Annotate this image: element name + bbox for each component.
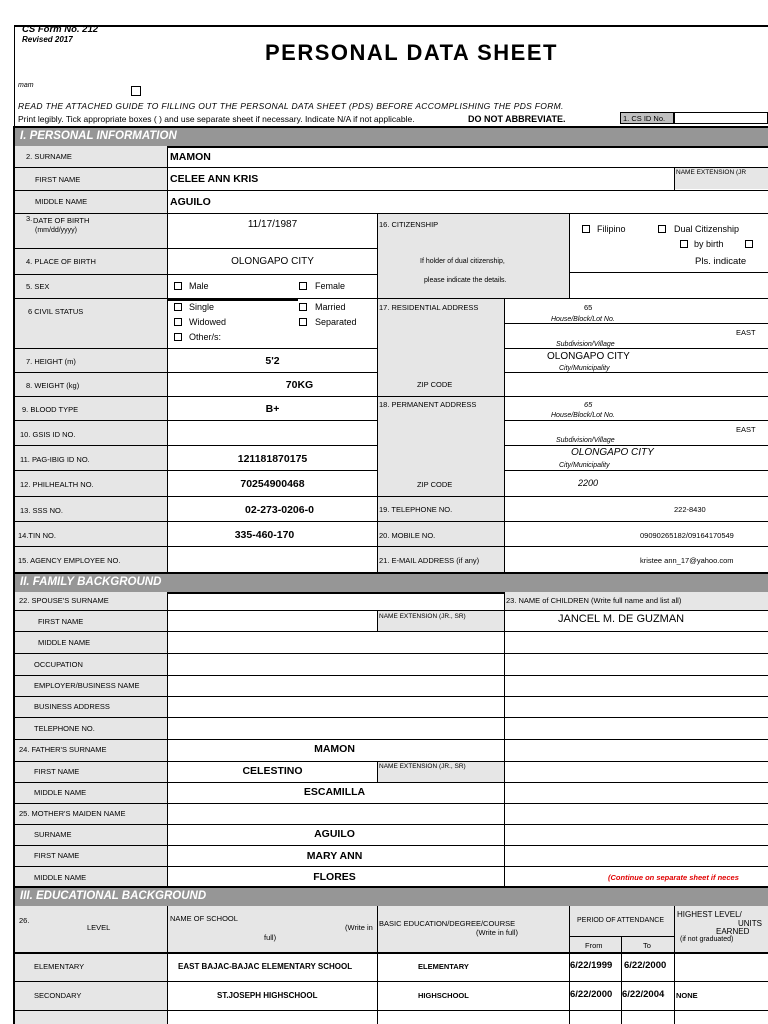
- cs-id-label: 1. CS ID No.: [623, 114, 666, 123]
- married-option: Married: [315, 302, 346, 312]
- family-label-column: [14, 592, 167, 888]
- education-course[interactable]: ELEMENTARY: [418, 962, 469, 971]
- agency-employee-label: 15. AGENCY EMPLOYEE NO.: [18, 556, 121, 565]
- level-header: LEVEL: [87, 923, 111, 932]
- do-not-abbreviate: DO NOT ABBREVIATE.: [468, 114, 566, 124]
- highest-level-header-3: EARNED: [716, 927, 750, 936]
- row-line: [14, 348, 377, 349]
- spouse-middle-name-label: MIDDLE NAME: [38, 638, 91, 647]
- row-line: [504, 420, 768, 421]
- female-option: Female: [315, 281, 346, 291]
- dob-number: 3.: [26, 214, 33, 223]
- blood-type-label: 9. BLOOD TYPE: [22, 405, 79, 414]
- children-label: 23. NAME of CHILDREN (Write full name and list all): [506, 596, 682, 605]
- row-line: [14, 803, 768, 804]
- col-line: [621, 936, 622, 1024]
- row-line: [14, 981, 768, 982]
- cs-id-field[interactable]: [674, 112, 768, 124]
- row-line: [504, 348, 768, 349]
- row-line: [504, 445, 768, 446]
- row-line: [14, 248, 377, 249]
- page-title: PERSONAL DATA SHEET: [265, 40, 558, 65]
- mother-maiden-label: 25. MOTHER'S MAIDEN NAME: [19, 809, 126, 818]
- education-from[interactable]: 6/22/2000: [570, 989, 613, 1000]
- separated-checkbox[interactable]: [299, 318, 307, 326]
- father-middle-name-label: MIDDLE NAME: [34, 788, 87, 797]
- first-name-value[interactable]: CELEE ANN KRIS: [170, 173, 259, 185]
- mother-surname-value[interactable]: AGUILO: [314, 828, 355, 840]
- row-line: [14, 824, 768, 825]
- course-header: BASIC EDUCATION/DEGREE/COURSE: [379, 919, 516, 928]
- education-school[interactable]: ST.JOSEPH HIGHSCHOOL: [217, 991, 318, 1000]
- row-line: [14, 470, 377, 471]
- others-checkbox[interactable]: [174, 333, 182, 341]
- highest-level-header-2: UNITS: [738, 919, 762, 928]
- row-line: [14, 717, 768, 718]
- filipino-option: Filipino: [597, 224, 626, 234]
- email-value[interactable]: kristee ann_17@yahoo.com: [640, 556, 734, 565]
- weight-value[interactable]: 70KG: [285, 379, 314, 391]
- row-line: [14, 739, 768, 740]
- row-line: [14, 675, 768, 676]
- row-line: [14, 445, 377, 446]
- spouse-first-name-label: FIRST NAME: [38, 617, 84, 626]
- education-to[interactable]: 6/22/2000: [624, 960, 667, 971]
- dual-note-1: If holder of dual citizenship,: [420, 258, 505, 265]
- row-line: [14, 952, 768, 954]
- mobile-label: 20. MOBILE NO.: [379, 531, 436, 540]
- tick-checkbox[interactable]: [131, 86, 141, 96]
- row-line: [14, 521, 768, 522]
- naturalization-checkbox[interactable]: [745, 240, 753, 248]
- middle-name-value[interactable]: AGUILO: [170, 196, 211, 208]
- row-line: [14, 696, 768, 697]
- row-line: [14, 496, 768, 497]
- residential-house-value[interactable]: 65: [584, 303, 593, 312]
- top-border: [14, 25, 768, 27]
- civil-status-label: 6 CIVIL STATUS: [28, 307, 84, 316]
- permanent-zip-label: ZIP CODE: [417, 480, 453, 489]
- dob-value[interactable]: 11/17/1987: [247, 219, 298, 230]
- row-line: [14, 653, 768, 654]
- row-line: [14, 610, 768, 611]
- city-caption: City/Municipality: [559, 365, 610, 372]
- house-lot-caption: House/Block/Lot No.: [551, 316, 615, 323]
- col-line: [377, 610, 378, 631]
- header-left-border: [14, 25, 15, 126]
- dob-format: (mm/dd/yyyy): [35, 227, 77, 234]
- separated-option: Separated: [315, 317, 357, 327]
- row-line: [14, 396, 768, 397]
- residential-street-value[interactable]: EAST: [736, 328, 756, 337]
- revision-date: Revised 2017: [22, 35, 73, 44]
- education-to[interactable]: 6/22/2004: [622, 989, 665, 1000]
- row-line: [14, 213, 768, 214]
- widowed-option: Widowed: [189, 317, 227, 327]
- tin-label: 14.TIN NO.: [18, 531, 56, 540]
- middle-name-label: MIDDLE NAME: [35, 197, 88, 206]
- section-family-background: II. FAMILY BACKGROUND: [14, 572, 768, 594]
- others-option: Other/s:: [189, 332, 222, 342]
- col-line: [377, 906, 378, 1024]
- child-name-1[interactable]: JANCEL M. DE GUZMAN: [558, 613, 685, 625]
- father-first-name-label: FIRST NAME: [34, 767, 80, 776]
- education-school[interactable]: EAST BAJAC-BAJAC ELEMENTARY SCHOOL: [178, 962, 353, 971]
- highest-level-header-4: (if not graduated): [680, 936, 734, 943]
- mother-surname-label: SURNAME: [34, 830, 72, 839]
- male-option: Male: [189, 281, 209, 291]
- row-line: [504, 470, 768, 471]
- spouse-name-ext-label: NAME EXTENSION (JR., SR): [379, 613, 466, 620]
- course-write-in: (Write in full): [476, 928, 518, 937]
- sss-value[interactable]: 02-273-0206-0: [245, 504, 314, 516]
- by-birth-option: by birth: [694, 239, 724, 249]
- row-line: [14, 372, 377, 373]
- row-line: [14, 631, 768, 632]
- col-line: [167, 906, 168, 1024]
- married-checkbox[interactable]: [299, 303, 307, 311]
- residential-city-value[interactable]: OLONGAPO CITY: [547, 351, 630, 362]
- permanent-address-label: 18. PERMANENT ADDRESS: [379, 400, 477, 409]
- residential-address-label: 17. RESIDENTIAL ADDRESS: [379, 303, 479, 312]
- father-surname-value[interactable]: MAMON: [314, 743, 355, 755]
- section-educational-background: III. EDUCATIONAL BACKGROUND: [14, 886, 768, 908]
- col-line: [674, 906, 675, 1024]
- school-write-in: (Write in: [345, 923, 373, 932]
- father-middle-name-value[interactable]: ESCAMILLA: [303, 786, 366, 798]
- name-extension-label: NAME EXTENSION (JR: [676, 169, 747, 176]
- sex-label: 5. SEX: [26, 282, 50, 291]
- row-line: [14, 1010, 768, 1011]
- col-line: [377, 761, 378, 782]
- col-line: [167, 592, 168, 888]
- row-line: [14, 274, 377, 275]
- mother-first-name-label: FIRST NAME: [34, 851, 80, 860]
- mother-first-name-value[interactable]: MARY ANN: [306, 850, 363, 862]
- father-surname-label: 24. FATHER'S SURNAME: [19, 745, 107, 754]
- education-number: 26.: [19, 916, 30, 925]
- blood-type-value[interactable]: B+: [265, 403, 280, 415]
- first-name-label: FIRST NAME: [35, 175, 81, 184]
- row-line: [14, 420, 377, 421]
- dob-label: DATE OF BIRTH: [33, 216, 90, 225]
- telephone-value[interactable]: 222-8430: [674, 505, 706, 514]
- row-line: [14, 866, 768, 867]
- sex-underline: [168, 299, 298, 301]
- permanent-street-value[interactable]: EAST: [736, 425, 756, 434]
- sss-label: 13. SSS NO.: [20, 506, 63, 515]
- school-full: full): [264, 933, 277, 942]
- education-level: ELEMENTARY: [34, 962, 85, 971]
- note-text: mam: [18, 82, 34, 89]
- house-lot-caption-2: House/Block/Lot No.: [551, 412, 615, 419]
- place-of-birth-value[interactable]: OLONGAPO CITY: [231, 256, 314, 267]
- instruction-line: READ THE ATTACHED GUIDE TO FILLING OUT THE PERSONAL DATA SHEET (PDS) BEFORE ACCOMPLISHING THE PDS FORM.: [18, 101, 564, 111]
- dual-citizenship-option: Dual Citizenship: [674, 224, 740, 234]
- widowed-checkbox[interactable]: [174, 318, 182, 326]
- col-line: [504, 298, 505, 572]
- col-line: [504, 592, 505, 888]
- by-birth-checkbox[interactable]: [680, 240, 688, 248]
- form-number: CS Form No. 212: [22, 24, 99, 35]
- permanent-house-value[interactable]: 65: [584, 400, 593, 409]
- father-first-name-value[interactable]: CELESTINO: [242, 765, 303, 777]
- city-caption-2: City/Municipality: [559, 462, 610, 469]
- left-border: [13, 126, 15, 1024]
- row-line: [14, 845, 768, 846]
- education-header-bg: [14, 906, 768, 953]
- row-line: [14, 190, 768, 191]
- pagibig-value[interactable]: 121181870175: [237, 453, 308, 465]
- occupation-label: OCCUPATION: [34, 660, 83, 669]
- father-name-ext-label: NAME EXTENSION (JR., SR): [379, 763, 466, 770]
- education-highest[interactable]: NONE: [676, 991, 698, 1000]
- philhealth-label: 12. PHILHEALTH NO.: [20, 480, 94, 489]
- from-header: From: [585, 941, 603, 950]
- filipino-checkbox[interactable]: [582, 225, 590, 233]
- spouse-surname-label: 22. SPOUSE'S SURNAME: [19, 596, 109, 605]
- period-header: PERIOD OF ATTENDANCE: [577, 917, 664, 924]
- employer-label: EMPLOYER/BUSINESS NAME: [34, 681, 140, 690]
- residential-zip-label: ZIP CODE: [417, 380, 453, 389]
- place-of-birth-label: 4. PLACE OF BIRTH: [26, 257, 96, 266]
- citizenship-label: 16. CITIZENSHIP: [379, 220, 439, 229]
- spouse-telephone-label: TELEPHONE NO.: [34, 724, 95, 733]
- dual-citizenship-checkbox[interactable]: [658, 225, 666, 233]
- mother-middle-name-label: MIDDLE NAME: [34, 873, 87, 882]
- email-label: 21. E-MAIL ADDRESS (if any): [379, 556, 480, 565]
- row-line: [14, 298, 768, 299]
- height-value[interactable]: 5'2: [265, 355, 280, 367]
- female-checkbox[interactable]: [299, 282, 307, 290]
- to-header: To: [643, 941, 651, 950]
- row-line: [504, 372, 768, 373]
- male-checkbox[interactable]: [174, 282, 182, 290]
- weight-label: 8. WEIGHT (kg): [26, 381, 80, 390]
- business-address-label: BUSINESS ADDRESS: [34, 702, 110, 711]
- citizenship-line: [569, 272, 768, 273]
- education-from[interactable]: 6/22/1999: [570, 960, 613, 971]
- gsis-label: 10. GSIS ID NO.: [20, 430, 76, 439]
- pls-indicate: Pls. indicate: [695, 256, 747, 267]
- single-checkbox[interactable]: [174, 303, 182, 311]
- subdivision-caption: Subdivision/Village: [556, 341, 615, 348]
- col-line: [674, 167, 675, 190]
- surname-value[interactable]: MAMON: [170, 151, 211, 163]
- height-label: 7. HEIGHT (m): [26, 357, 76, 366]
- col-line: [377, 213, 378, 572]
- surname-label: 2. SURNAME: [26, 152, 72, 161]
- subdivision-caption-2: Subdivision/Village: [556, 437, 615, 444]
- education-course[interactable]: HIGHSCHOOL: [418, 991, 469, 1000]
- col-line: [569, 213, 570, 298]
- tin-value[interactable]: 335-460-170: [234, 529, 295, 541]
- education-level: SECONDARY: [34, 991, 82, 1000]
- continue-note: (Continue on separate sheet if neces: [608, 873, 739, 882]
- mobile-value[interactable]: 09090265182/09164170549: [640, 531, 734, 540]
- single-option: Single: [189, 302, 215, 312]
- row-line: [14, 546, 768, 547]
- philhealth-value[interactable]: 70254900468: [240, 478, 305, 490]
- pagibig-label: 11. PAG-IBIG ID NO.: [20, 455, 90, 464]
- row-line: [504, 323, 768, 324]
- telephone-label: 19. TELEPHONE NO.: [379, 505, 453, 514]
- permanent-zip-value[interactable]: 2200: [578, 478, 599, 488]
- dual-note-2: please indicate the details.: [424, 277, 507, 284]
- school-header: NAME OF SCHOOL: [170, 914, 238, 923]
- section-personal-information: I. PERSONAL INFORMATION: [14, 126, 768, 148]
- instruction-line-2: Print legibly. Tick appropriate boxes ( ) and use separate sheet if necessary. Indicate N/A if not applicable.: [18, 114, 415, 124]
- mother-middle-name-value[interactable]: FLORES: [313, 871, 356, 883]
- row-line: [14, 782, 768, 783]
- row-line: [14, 167, 768, 168]
- highest-level-header-1: HIGHEST LEVEL/: [677, 910, 742, 919]
- permanent-city-value[interactable]: OLONGAPO CITY: [571, 447, 654, 458]
